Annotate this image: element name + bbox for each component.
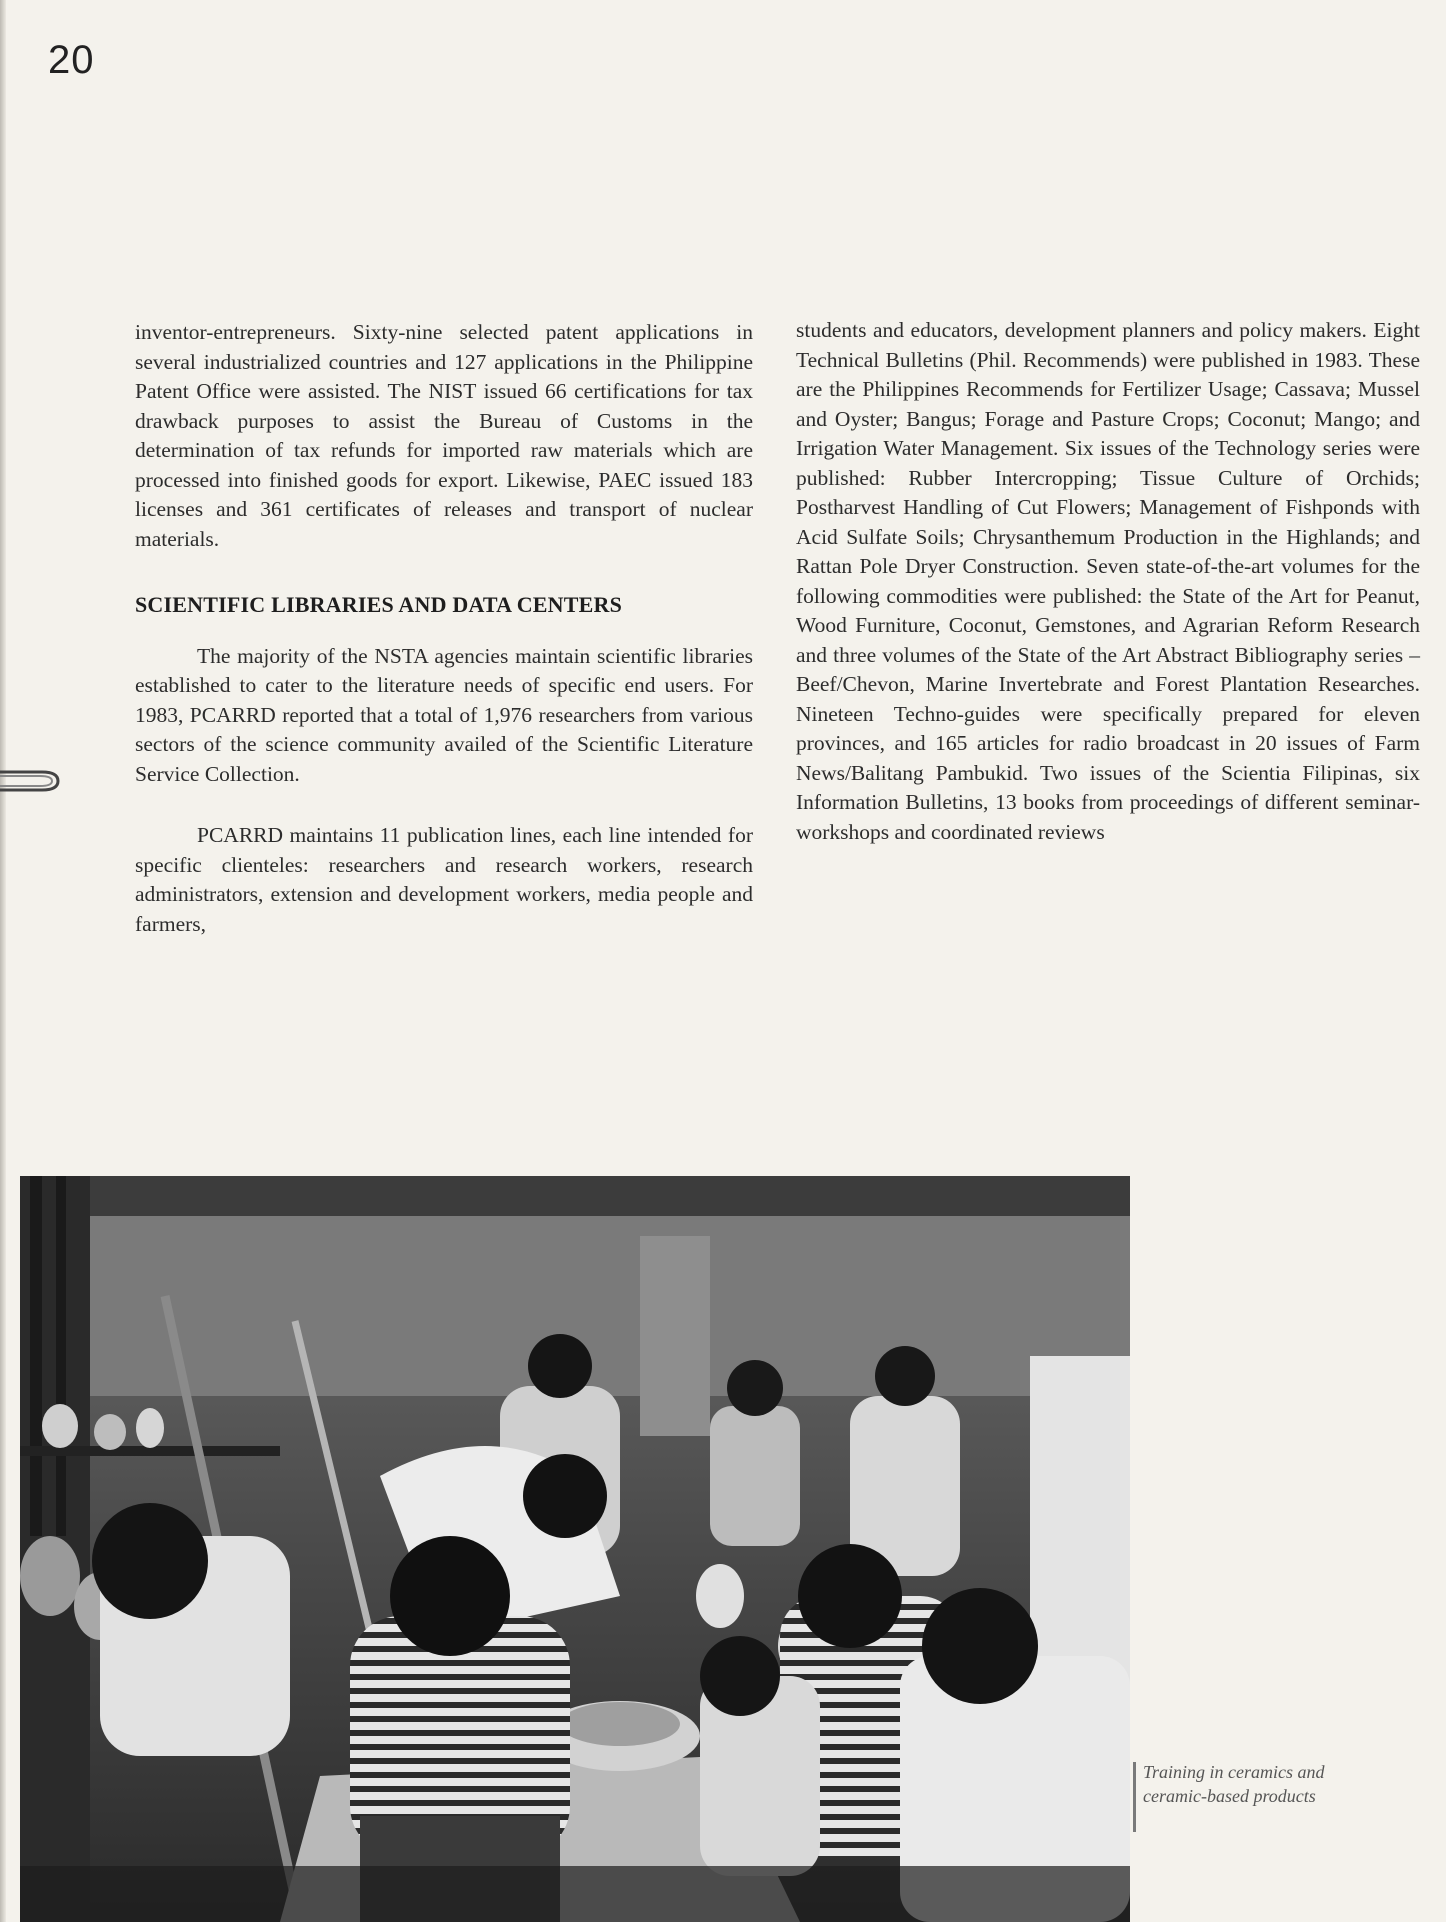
- caption-bar: [1133, 1762, 1136, 1832]
- photo-caption: Training in ceramics and ceramic-based products: [1143, 1762, 1325, 1806]
- section-heading: SCIENTIFIC LIBRARIES AND DATA CENTERS: [135, 592, 623, 617]
- left-paragraph-1: inventor-entrepreneurs. Sixty-nine selected patent applications in several industrialized countries and 127 applications in the Philippine Patent Office were assisted. The NIST issued 66 certifications for tax drawback purposes to assist the Bureau of Customs in the determination of tax refunds for imported raw materials which are processed into finished goods for export. Likewise, PAEC issued 183 licenses and 361 certificates of releases and transport of nuclear materials.: [135, 320, 753, 551]
- page-number: 20: [48, 38, 95, 82]
- left-paragraph-2: The majority of the NSTA agencies maintain scientific libraries established to cater to the literature needs of specific end users. For 1983, PCARRD reported that a total of 1,976 researchers from various sectors of the science community availed of the Scientific Literature Service Collection.: [135, 643, 753, 786]
- right-paragraph-1: students and educators, development planners and policy makers. Eight Technical Bulletins (Phil. Recommends) were published in 1983. These are the Philippines Recommends for Fertilizer Usage; Cassava; Mussel and Oyster; Bangus; Forage and Pasture Crops; Coconut; Mango; and Irrigation Water Management. Six issues of the Technology series were published: Rubber Intercropping; Tissue Culture of Orchids; Postharvest Handling of Cut Flowers; Management of Fishponds with Acid Sulfate Soils; Chrysanthemum Production in the Highlands; and Rattan Pole Dryer Construction. Seven state-of-the-art volumes for the following commodities were published: the State of the Art for Peanut, Wood Furniture, Coconut, Gemstones, and Agrarian Reform Research and three volumes of the State of the Art Abstract Bibliography series – Beef/Chevon, Marine Invertebrate and Forest Plantation Researches. Nineteen Techno-guides were specifically prepared for eleven provinces, and 165 articles for radio broadcast in 20 issues of Farm News/Balitang Pambukid. Two issues of the Scientia Filipinas, six Information Bulletins, 13 books from proceedings of different seminar-workshops and coordinated reviews: [796, 318, 1420, 844]
- binder-clip-icon: [0, 764, 64, 798]
- binding-edge: [0, 0, 6, 1922]
- left-paragraph-3: PCARRD maintains 11 publication lines, each line intended for specific clienteles: researchers and research workers, research administrators, extension and development workers, media people and farmers,: [135, 823, 753, 936]
- photo-ceramics-training: [20, 1176, 1130, 1922]
- left-column: [135, 318, 753, 939]
- right-column: [796, 316, 1420, 847]
